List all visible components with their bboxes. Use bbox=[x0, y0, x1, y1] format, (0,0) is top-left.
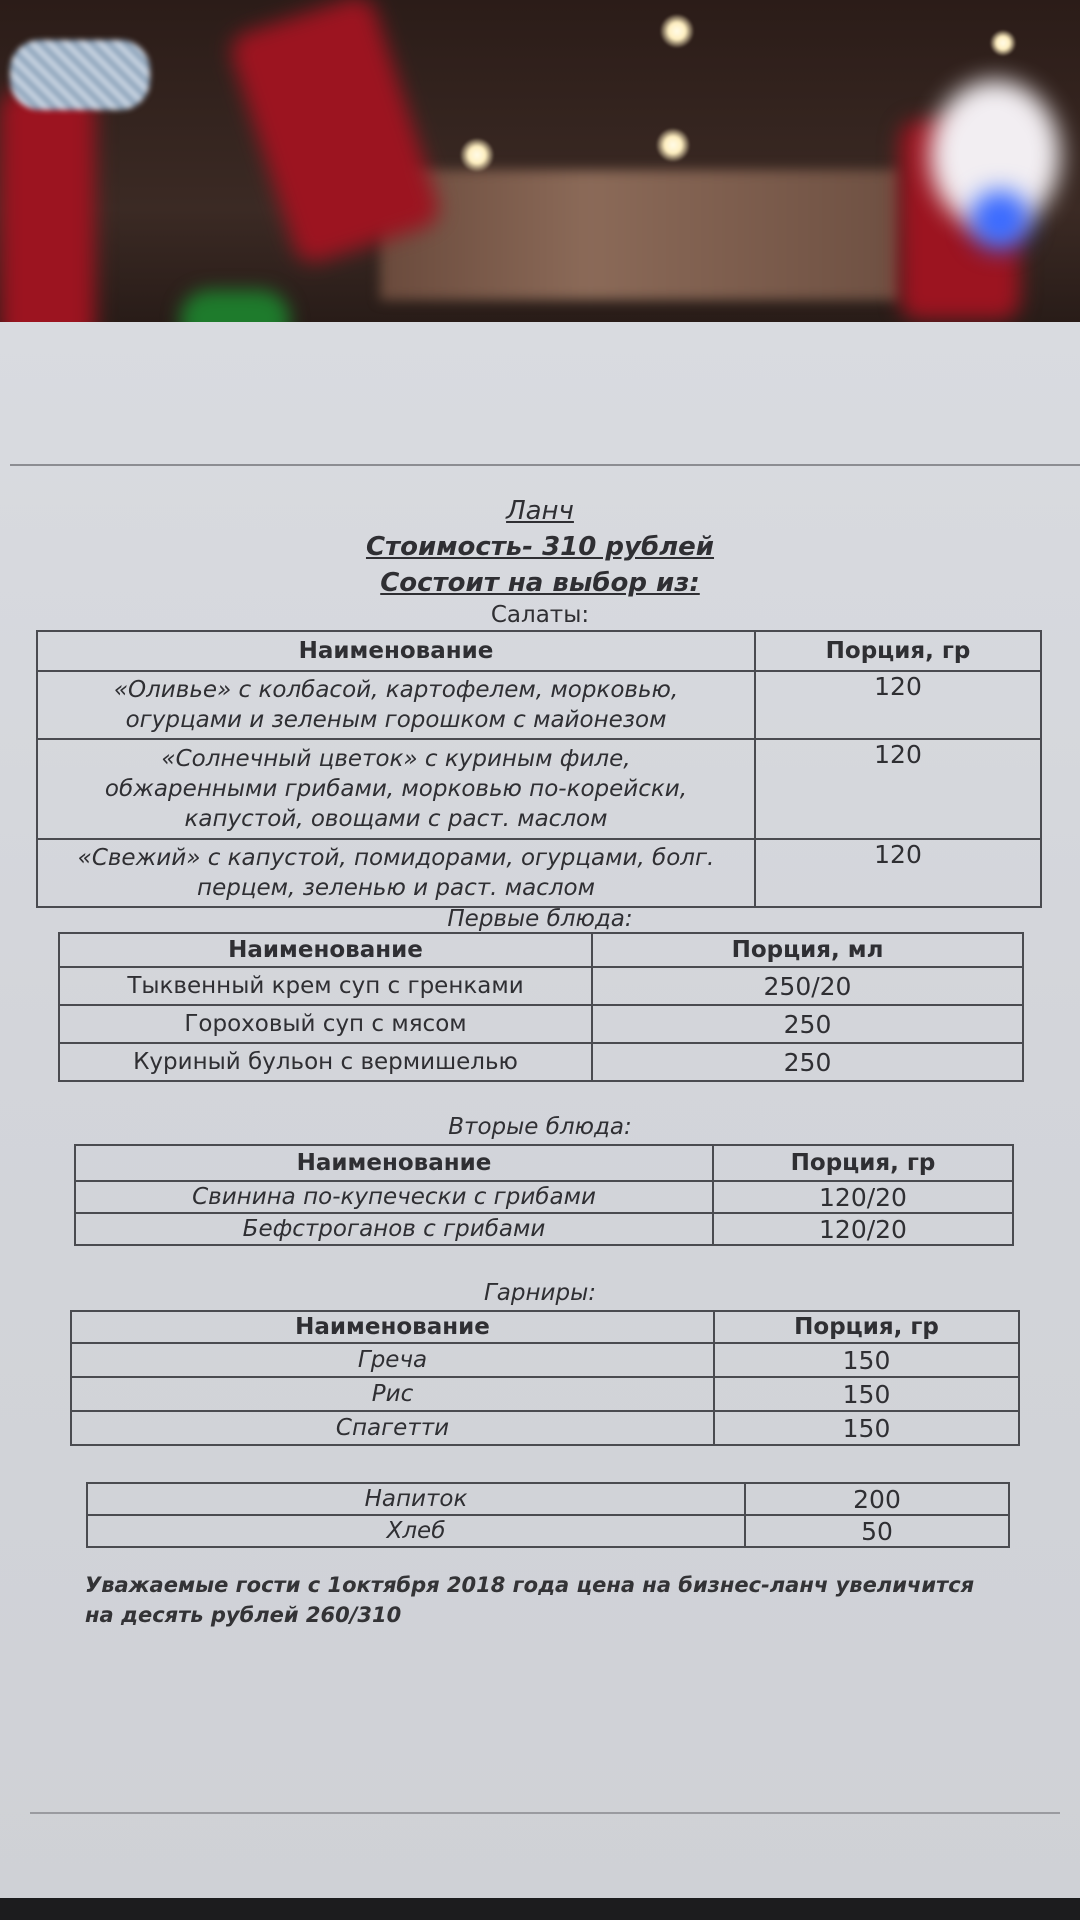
dish-portion: 120/20 bbox=[713, 1213, 1013, 1245]
price-change-note: Уважаемые гости с 1октября 2018 года цена на бизнес-ланч увеличится на десять рублей 260/310 bbox=[85, 1573, 975, 1627]
col-portion-header: Порция, гр bbox=[755, 631, 1041, 671]
price-line: Стоимость- 310 рублей bbox=[365, 532, 715, 562]
item-name: Напиток bbox=[87, 1483, 745, 1515]
dish-name: Рис bbox=[71, 1377, 714, 1411]
item-name: Хлеб bbox=[87, 1515, 745, 1547]
ceiling-light bbox=[656, 128, 690, 162]
dish-name: Греча bbox=[71, 1343, 714, 1377]
item-portion: 200 bbox=[745, 1483, 1009, 1515]
salads-heading: Салаты: bbox=[490, 602, 590, 628]
card-stand-base bbox=[0, 1898, 1080, 1920]
second-courses-table bbox=[74, 1144, 1014, 1246]
dish-name: Тыквенный крем суп с гренками bbox=[59, 967, 592, 1005]
table-row bbox=[87, 1483, 1009, 1515]
table-row bbox=[59, 1043, 1023, 1081]
col-name-header: Наименование bbox=[37, 631, 755, 671]
red-decoration bbox=[0, 90, 95, 350]
table-row bbox=[75, 1213, 1013, 1245]
dish-portion: 150 bbox=[714, 1377, 1019, 1411]
dish-portion: 150 bbox=[714, 1343, 1019, 1377]
table-row bbox=[37, 671, 1041, 739]
second-courses-heading: Вторые блюда: bbox=[448, 1114, 632, 1140]
dish-portion: 120 bbox=[755, 839, 1041, 907]
dish-name: «Свежий» с капустой, помидорами, огурцами, болг. перцем, зеленью и раст. маслом bbox=[37, 839, 755, 907]
table-row bbox=[71, 1343, 1019, 1377]
item-portion: 50 bbox=[745, 1515, 1009, 1547]
table-row bbox=[75, 1181, 1013, 1213]
red-decoration bbox=[227, 0, 444, 267]
table-row bbox=[59, 967, 1023, 1005]
top-rule bbox=[10, 464, 1080, 466]
table-row bbox=[87, 1515, 1009, 1547]
blue-light bbox=[970, 190, 1030, 250]
col-name-header: Наименование bbox=[71, 1311, 714, 1343]
background-wall bbox=[380, 170, 900, 300]
dish-name: «Оливье» с колбасой, картофелем, морковью, огурцами и зеленым горошком с майонезом bbox=[37, 671, 755, 739]
garnish-table bbox=[70, 1310, 1020, 1446]
dish-name: Гороховый суп с мясом bbox=[59, 1005, 592, 1043]
bottom-rule bbox=[30, 1812, 1060, 1814]
ceiling-light bbox=[990, 30, 1016, 56]
dish-portion: 120/20 bbox=[713, 1181, 1013, 1213]
col-portion-header: Порция, гр bbox=[714, 1311, 1019, 1343]
col-name-header: Наименование bbox=[59, 933, 592, 967]
dish-portion: 120 bbox=[755, 671, 1041, 739]
garnish-heading: Гарниры: bbox=[483, 1280, 596, 1306]
dish-name: «Солнечный цветок» с куриным филе, обжаренными грибами, морковью по-корейски, капустой, овощами с раст. маслом bbox=[37, 739, 755, 839]
dish-portion: 250/20 bbox=[592, 967, 1023, 1005]
table-row bbox=[71, 1377, 1019, 1411]
table-row bbox=[71, 1411, 1019, 1445]
ceiling-light bbox=[460, 138, 494, 172]
dish-portion: 150 bbox=[714, 1411, 1019, 1445]
ceiling-light bbox=[660, 14, 694, 48]
extras-table bbox=[86, 1482, 1010, 1548]
dish-name: Спагетти bbox=[71, 1411, 714, 1445]
dish-portion: 250 bbox=[592, 1005, 1023, 1043]
col-name-header: Наименование bbox=[75, 1145, 713, 1181]
table-row bbox=[59, 1005, 1023, 1043]
menu-card bbox=[0, 322, 1080, 1920]
dish-name: Бефстроганов с грибами bbox=[75, 1213, 713, 1245]
dish-portion: 120 bbox=[755, 739, 1041, 839]
table-row bbox=[37, 739, 1041, 839]
salads-table bbox=[36, 630, 1042, 908]
col-portion-header: Порция, мл bbox=[592, 933, 1023, 967]
choice-line: Состоит на выбор из: bbox=[380, 568, 700, 598]
col-portion-header: Порция, гр bbox=[713, 1145, 1013, 1181]
dish-portion: 250 bbox=[592, 1043, 1023, 1081]
first-courses-heading: Первые блюда: bbox=[447, 906, 633, 932]
first-courses-table bbox=[58, 932, 1024, 1082]
dish-name: Куриный бульон с вермишелью bbox=[59, 1043, 592, 1081]
tinsel-decoration bbox=[10, 40, 150, 110]
table-row bbox=[37, 839, 1041, 907]
menu-title: Ланч bbox=[506, 496, 574, 526]
dish-name: Свинина по-купечески с грибами bbox=[75, 1181, 713, 1213]
